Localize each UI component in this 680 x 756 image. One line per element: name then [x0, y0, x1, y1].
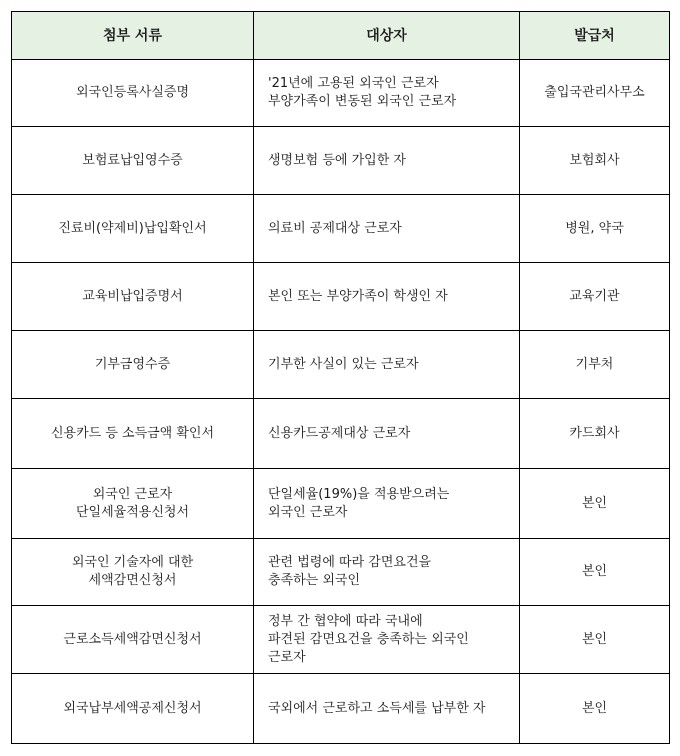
table-row: [12, 539, 670, 606]
target-cell-line: 생명보험 등에 가입한 자: [268, 152, 406, 168]
document-cell-line: 근로소득세액감면신청서: [63, 631, 202, 647]
issuer-cell: 본인: [520, 606, 670, 674]
target-cell-line: 정부 간 협약에 따라 국내에: [268, 613, 423, 629]
document-cell: [12, 195, 254, 263]
document-cell: [12, 331, 254, 399]
target-cell: [254, 331, 520, 399]
target-cell-line: 관련 법령에 따라 감면요건을: [268, 555, 432, 570]
target-cell: [254, 539, 520, 606]
target-cell-line: 본인 또는 부양가족이 학생인 자: [268, 288, 448, 304]
header-document: 첨부 서류: [12, 12, 254, 60]
document-cell-line: 기부금영수증: [94, 356, 171, 372]
table-row: [12, 60, 670, 127]
target-cell-line: 파견된 감면요건을 충족하는 외국인: [268, 631, 469, 647]
document-cell: [12, 399, 254, 469]
table-row: [12, 195, 670, 263]
document-cell-line: 신용카드 등 소득금액 확인서: [50, 425, 215, 441]
issuer-cell: 출입국관리사무소: [520, 60, 670, 127]
document-cell-line: 단일세율적용신청서: [75, 504, 190, 520]
target-cell-line: 근로자: [268, 649, 306, 665]
issuer-cell: 보험회사: [520, 127, 670, 195]
document-cell: [12, 539, 254, 606]
table-row: [12, 399, 670, 469]
target-cell-line: 부양가족이 변동된 외국인 근로자: [268, 94, 457, 109]
document-cell-line: 외국납부세액공제신청서: [63, 700, 202, 716]
issuer-cell: 본인: [520, 539, 670, 606]
target-cell: [254, 399, 520, 469]
target-cell: [254, 263, 520, 331]
document-cell-line: 교육비납입증명서: [82, 288, 183, 304]
target-cell: [254, 60, 520, 127]
document-cell: [12, 469, 254, 539]
target-cell-line: 의료비 공제대상 근로자: [268, 220, 402, 236]
table-row: [12, 331, 670, 399]
document-cell-line: 보험료납입영수증: [82, 152, 183, 168]
document-cell: [12, 263, 254, 331]
target-cell-line: 외국인 근로자: [268, 504, 348, 520]
issuer-cell: 기부처: [520, 331, 670, 399]
issuer-cell: 카드회사: [520, 399, 670, 469]
table-row: [12, 263, 670, 331]
target-cell-line: 충족하는 외국인: [268, 573, 361, 588]
document-cell-line: 외국인 기술자에 대한: [71, 555, 194, 570]
table-header: [12, 12, 670, 60]
target-cell: [254, 127, 520, 195]
document-cell: [12, 127, 254, 195]
target-cell-line: '21년에 고용된 외국인 근로자: [268, 76, 439, 91]
target-cell-line: 신용카드공제대상 근로자: [268, 425, 411, 441]
header-row: [12, 12, 670, 60]
issuer-cell: 병원, 약국: [520, 195, 670, 263]
document-cell-line: 외국인등록사실증명: [75, 85, 190, 100]
header-target: 대상자: [254, 12, 520, 60]
document-table-container: [11, 11, 670, 744]
document-cell-line: 세액감면신청서: [88, 573, 177, 588]
document-cell: [12, 674, 254, 744]
document-cell: [12, 606, 254, 674]
table-body: [12, 60, 670, 744]
target-cell-line: 기부한 사실이 있는 근로자: [268, 356, 419, 372]
target-cell: [254, 195, 520, 263]
issuer-cell: 본인: [520, 674, 670, 744]
target-cell: [254, 469, 520, 539]
target-cell-line: 단일세율(19%)을 적용받으려는: [268, 486, 450, 502]
document-cell: [12, 60, 254, 127]
issuer-cell: 본인: [520, 469, 670, 539]
document-cell-line: 진료비(약제비)납입확인서: [58, 220, 207, 236]
table-row: [12, 606, 670, 674]
target-cell: [254, 606, 520, 674]
header-issuer: 발급처: [520, 12, 670, 60]
issuer-cell: 교육기관: [520, 263, 670, 331]
document-cell-line: 외국인 근로자: [92, 486, 173, 502]
table-row: [12, 469, 670, 539]
table-row: [12, 127, 670, 195]
target-cell-line: 국외에서 근로하고 소득세를 납부한 자: [268, 700, 486, 716]
attachment-documents-table: [11, 11, 670, 744]
table-row: [12, 674, 670, 744]
target-cell: [254, 674, 520, 744]
